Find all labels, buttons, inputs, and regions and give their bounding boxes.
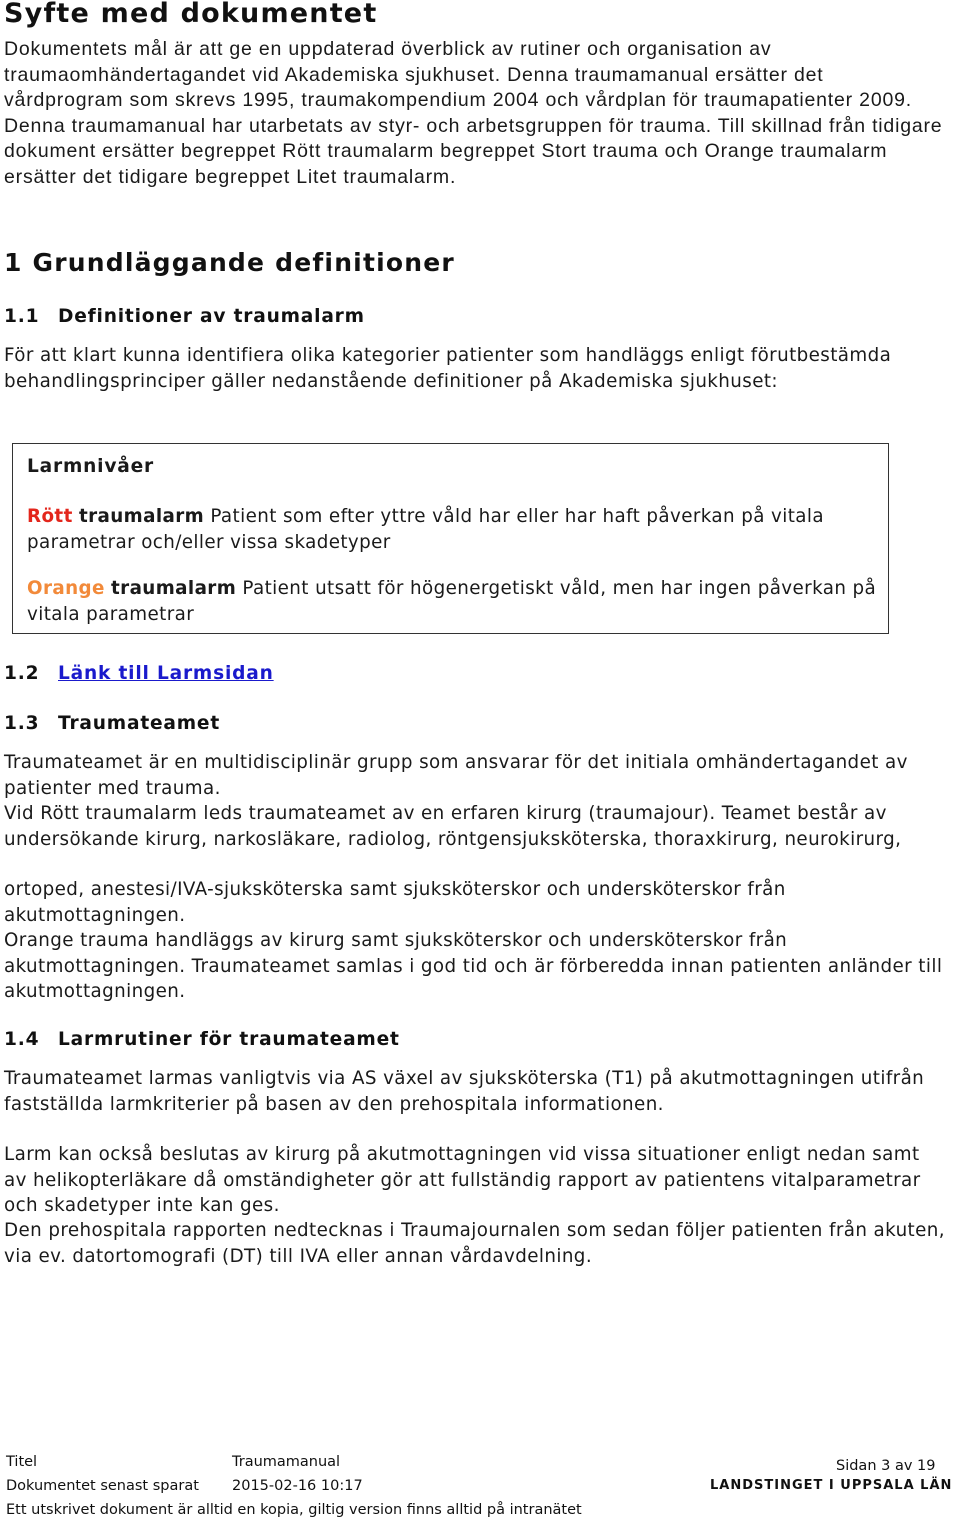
team-paragraph-1: Traumateamet är en multidisciplinär grupp som ansvarar för det initiala omhändertagandet av patienter med trauma. <box>4 752 908 799</box>
footer-saved-value: 2015-02-16 10:17 <box>232 1478 363 1494</box>
red-alarm-definition <box>27 504 877 555</box>
subsection-heading-1-1 <box>4 306 365 327</box>
footer-saved-label: Dokumentet senast sparat <box>6 1478 199 1494</box>
organization-name: LANDSTINGET I UPPSALA LÄN <box>710 1478 953 1493</box>
subsection-title: Traumateamet <box>58 713 221 734</box>
team-paragraph-4: Orange trauma handläggs av kirurg samt sjuksköterskor och undersköterskor från akutmottagningen. Traumateamet samlas i god tid och är förberedda innan patienten anländer till akutmottagningen. <box>4 930 943 1002</box>
subsection-title: Definitioner av traumalarm <box>58 306 365 327</box>
subsection-number: 1.4 <box>4 1029 40 1050</box>
definitions-intro: För att klart kunna identifiera olika kategorier patienter som handläggs enligt förutbestämda behandlingsprinciper gäller nedanstående definitioner på Akademiska sjukhuset: <box>4 345 892 392</box>
orange-text: Patient utsatt för högenergetiskt våld, men har ingen påverkan på vitala parametrar <box>27 578 877 625</box>
footer-title-value: Traumamanual <box>232 1454 341 1470</box>
orange-label: Orange <box>27 578 105 599</box>
subsection-number: 1.1 <box>4 306 40 327</box>
subsection-heading-1-3 <box>4 713 220 734</box>
team-paragraph-2: Vid Rött traumalarm leds traumateamet av en erfaren kirurg (traumajour). Teamet består av undersökande kirurg, narkosläkare, radiolog, röntgensjuksköterska, thoraxkirurg, neurokirurg, <box>4 803 902 850</box>
subsection-title: Larmrutiner för traumateamet <box>58 1029 400 1050</box>
subsection-heading-1-4 <box>4 1029 400 1050</box>
routines-paragraph-3: Den prehospitala rapporten nedtecknas i Traumajournalen som sedan följer patienten från akuten, via ev. datortomografi (DT) till IVA eller annan vårdavdelning. <box>4 1220 945 1267</box>
routines-paragraph-2: Larm kan också beslutas av kirurg på akutmottagningen vid vissa situationer enligt nedan samt av helikopterläkare då omständigheter gör att fullständig rapport av patientens vitalparametrar och skadetyper inte kan ges. <box>4 1144 921 1216</box>
red-term: traumalarm <box>78 506 205 527</box>
page-number: Sidan 3 av 19 <box>836 1458 936 1474</box>
red-text: Patient som efter yttre våld har eller har haft påverkan på vitala parametrar och/eller vissa skadetyper <box>27 506 824 553</box>
routines-paragraph-1: Traumateamet larmas vanligtvis via AS växel av sjuksköterska (T1) på akutmottagningen utifrån fastställda larmkriterier på basen av den prehospitala informationen. <box>4 1068 925 1115</box>
intro-paragraph: Dokumentets mål är att ge en uppdaterad överblick av rutiner och organisation av traumaomhändertagandet vid Akademiska sjukhuset. Denna traumamanual ersätter det vårdprogram som skrevs 1995, traumakompendium 2004 och vårdplan för traumapatienter 2009. Denna traumamanual har utarbetats av styr- och arbetsgruppen för trauma. Till skillnad från tidigare dokument ersätter begreppet Rött traumalarm begreppet Stort trauma och Orange traumalarm ersätter det tidigare begreppet Litet traumalarm. <box>4 38 943 188</box>
larmsidan-link[interactable]: Länk till Larmsidan <box>58 663 274 684</box>
orange-term: traumalarm <box>111 578 237 599</box>
page-title: Syfte med dokumentet <box>4 0 378 29</box>
footer-title-label: Titel <box>6 1454 38 1470</box>
subsection-number: 1.3 <box>4 713 40 734</box>
red-label: Rött <box>27 506 73 527</box>
orange-alarm-definition <box>27 576 877 627</box>
footer-disclaimer: Ett utskrivet dokument är alltid en kopia, giltig version finns alltid på intranätet <box>6 1502 582 1518</box>
team-paragraph-3: ortoped, anestesi/IVA-sjuksköterska samt sjuksköterskor och undersköterskor från akutmottagningen. <box>4 879 786 926</box>
section-heading-1: 1 Grundläggande definitioner <box>4 248 455 277</box>
alarm-levels-box <box>12 443 889 634</box>
subsection-heading-1-2 <box>4 663 274 684</box>
subsection-number: 1.2 <box>4 663 40 684</box>
box-title: Larmnivåer <box>27 456 154 477</box>
